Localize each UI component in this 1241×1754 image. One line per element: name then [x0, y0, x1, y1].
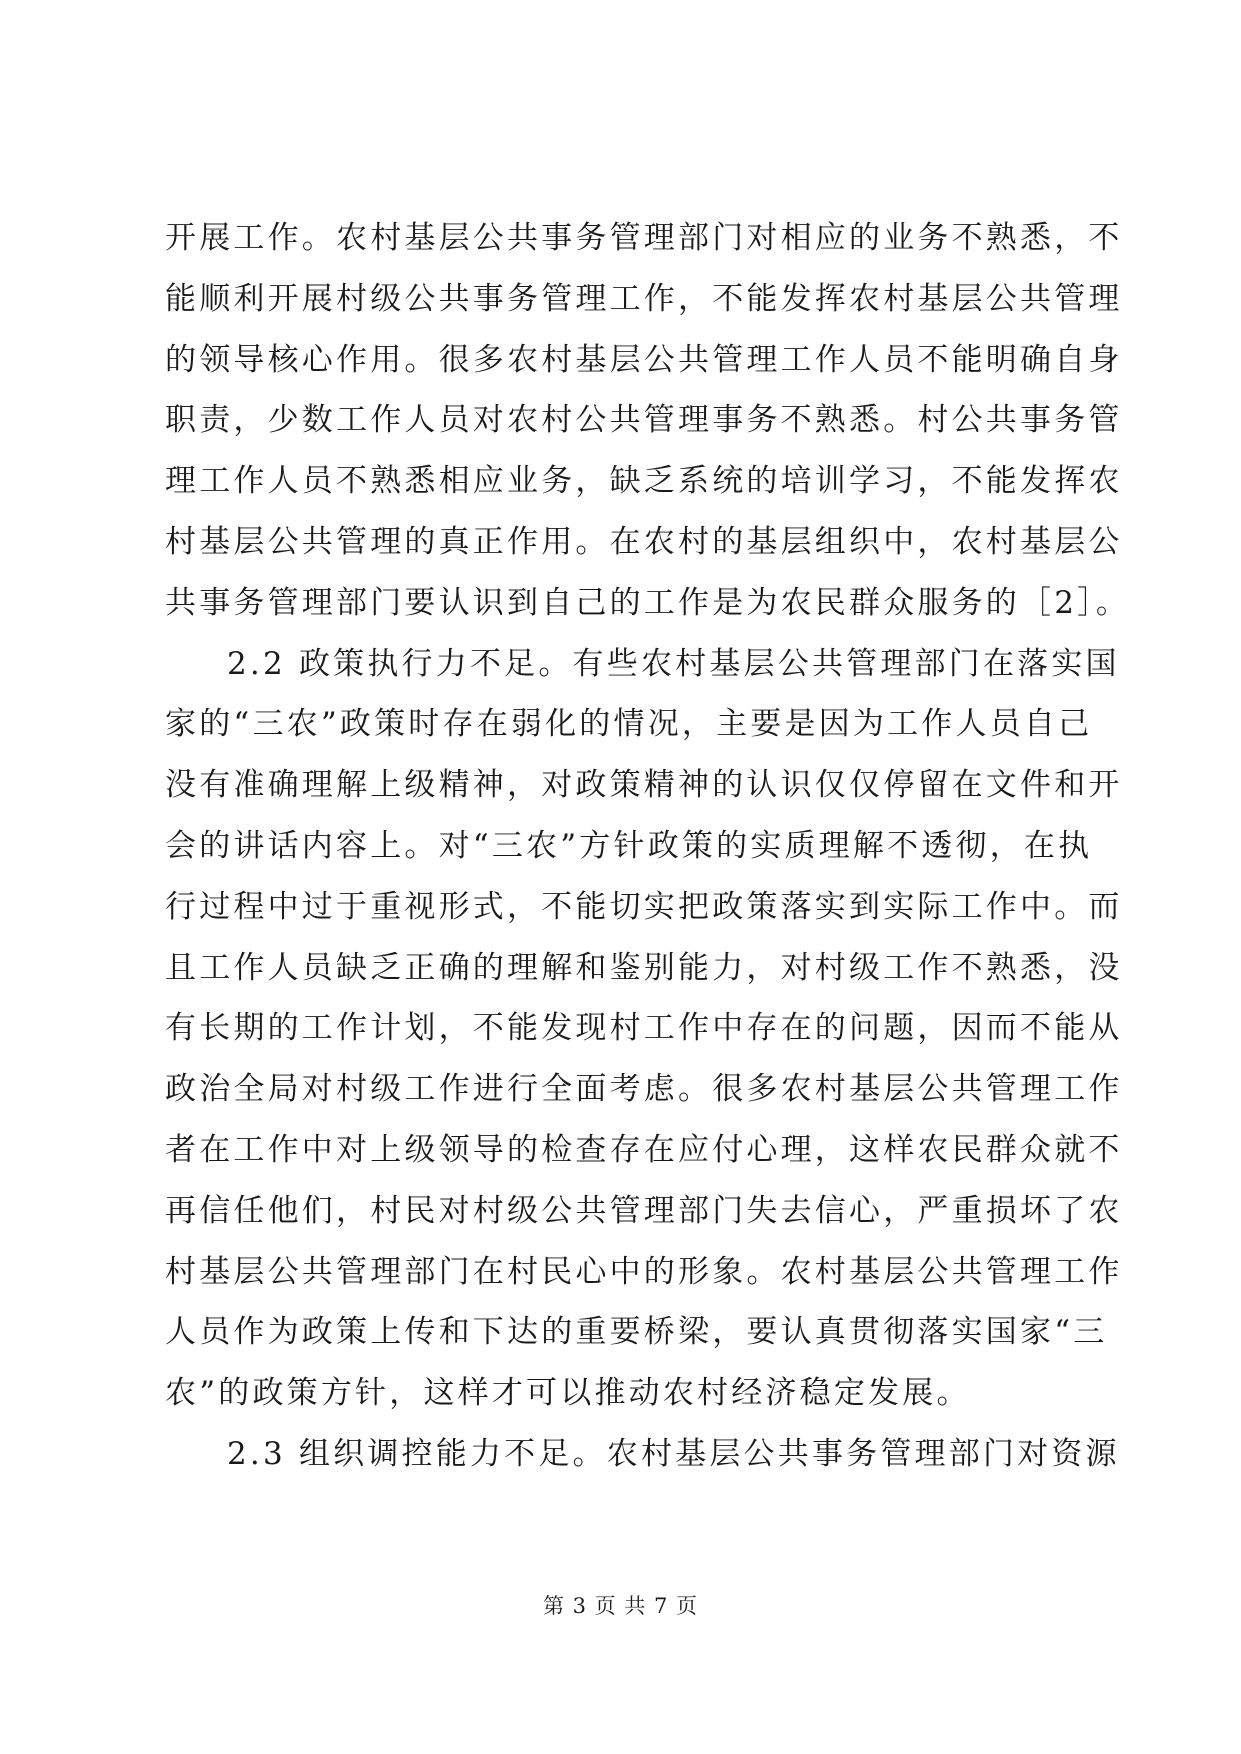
text-line: 开展工作。农村基层公共事务管理部门对相应的业务不熟悉，不 [165, 220, 1123, 256]
text-line: 没有准确理解上级精神，对政策精神的认识仅仅停留在文件和开 [165, 767, 1123, 804]
text-line: 职责，少数工作人员对农村公共管理事务不熟悉。村公共事务管 [165, 402, 1123, 439]
text-line: 者在工作中对上级领导的检查存在应付心理，这样农民群众就不 [165, 1131, 1123, 1168]
text-line: 农”的政策方针，这样才可以推动农村经济稳定发展。 [165, 1375, 971, 1412]
text-line: 共事务管理部门要认识到自己的工作是为农民群众服务的［2］。 [165, 584, 1131, 621]
text-line: 家的“三农”政策时存在弱化的情况，主要是因为工作人员自己 [165, 706, 1093, 743]
text-line: 且工作人员缺乏正确的理解和鉴别能力，对村级工作不熟悉，没 [165, 949, 1123, 986]
page-number-footer: 第 3 页 共 7 页 [542, 1594, 699, 1618]
section-heading-line: 2.2 政策执行力不足。有些农村基层公共管理部门在落实国 [227, 645, 1120, 682]
text-line: 的领导核心作用。很多农村基层公共管理工作人员不能明确自身 [165, 341, 1123, 378]
text-line: 有长期的工作计划，不能发现村工作中存在的问题，因而不能从 [165, 1010, 1123, 1047]
text-line: 会的讲话内容上。对“三农”方针政策的实质理解不透彻，在执 [165, 827, 1093, 864]
text-line: 行过程中过于重视形式，不能切实把政策落实到实际工作中。而 [165, 888, 1123, 925]
body-text [165, 208, 1131, 1485]
text-line: 政治全局对村级工作进行全面考虑。很多农村基层公共管理工作 [165, 1071, 1123, 1108]
text-line: 能顺利开展村级公共事务管理工作，不能发挥农村基层公共管理 [165, 280, 1123, 317]
text-line: 村基层公共管理部门在村民心中的形象。农村基层公共管理工作 [165, 1253, 1123, 1290]
text-line: 人员作为政策上传和下达的重要桥梁，要认真贯彻落实国家“三 [165, 1314, 1108, 1351]
text-line: 村基层公共管理的真正作用。在农村的基层组织中，农村基层公 [165, 523, 1123, 560]
text-line: 理工作人员不熟悉相应业务，缺乏系统的培训学习，不能发挥农 [165, 463, 1123, 500]
section-heading-line: 2.3 组织调控能力不足。农村基层公共事务管理部门对资源 [227, 1435, 1120, 1472]
text-line: 再信任他们，村民对村级公共管理部门失去信心，严重损坏了农 [165, 1192, 1123, 1229]
